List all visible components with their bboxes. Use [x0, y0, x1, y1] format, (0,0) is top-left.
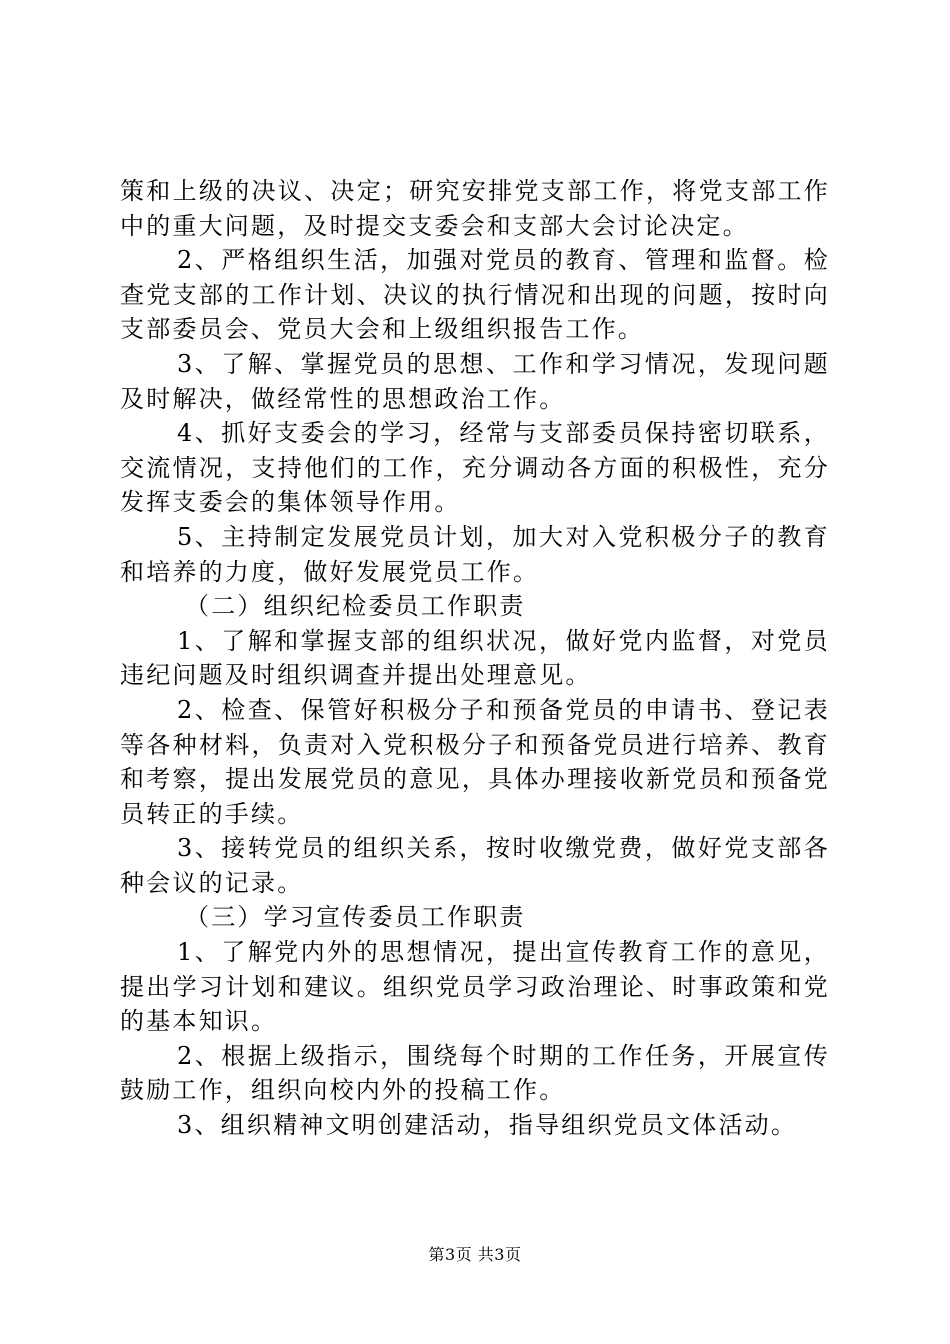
page-footer [0, 1242, 950, 1265]
document-body [120, 174, 830, 1143]
paragraph-continuation: 策和上级的决议、决定；研究安排党支部工作，将党支部工作中的重大问题，及时提交支委会和支部大会讨论决定。 [120, 177, 830, 240]
section-heading: （三）学习宣传委员工作职责 [185, 903, 526, 932]
paragraph-item: 1、了解党内外的思想情况，提出宣传教育工作的意见，提出学习计划和建议。组织党员学习政治理论、时事政策和党的基本知识。 [120, 938, 830, 1036]
paragraph-item: 2、根据上级指示，围绕每个时期的工作任务，开展宣传鼓励工作，组织向校内外的投稿工作。 [120, 1041, 830, 1105]
paragraph-item: 3、组织精神文明创建活动，指导组织党员文体活动。 [177, 1111, 798, 1140]
paragraph-item: 3、了解、掌握党员的思想、工作和学习情况，发现问题及时解决，做经常性的思想政治工作。 [120, 349, 830, 413]
page-number-label: 第3页 共3页 [428, 1245, 522, 1264]
paragraph-item: 4、抓好支委会的学习，经常与支部委员保持密切联系，交流情况，支持他们的工作，充分调动各方面的积极性，充分发挥支委会的集体领导作用。 [120, 419, 830, 517]
paragraph-item: 3、接转党员的组织关系，按时收缴党费，做好党支部各种会议的记录。 [120, 834, 830, 897]
paragraph-item: 1、了解和掌握支部的组织状况，做好党内监督，对党员违纪问题及时组织调查并提出处理意见。 [120, 626, 830, 690]
paragraph-item: 2、严格组织生活，加强对党员的教育、管理和监督。检查党支部的工作计划、决议的执行情况和出现的问题，按时向支部委员会、党员大会和上级组织报告工作。 [120, 246, 830, 344]
paragraph-item: 5、主持制定发展党员计划，加大对入党积极分子的教育和培养的力度，做好发展党员工作。 [120, 522, 830, 586]
paragraph-item: 2、检查、保管好积极分子和预备党员的申请书、登记表等各种材料，负责对入党积极分子和预备党员进行培养、教育和考察，提出发展党员的意见，具体办理接收新党员和预备党员转正的手续。 [120, 695, 830, 828]
section-heading: （二）组织纪检委员工作职责 [185, 592, 526, 621]
